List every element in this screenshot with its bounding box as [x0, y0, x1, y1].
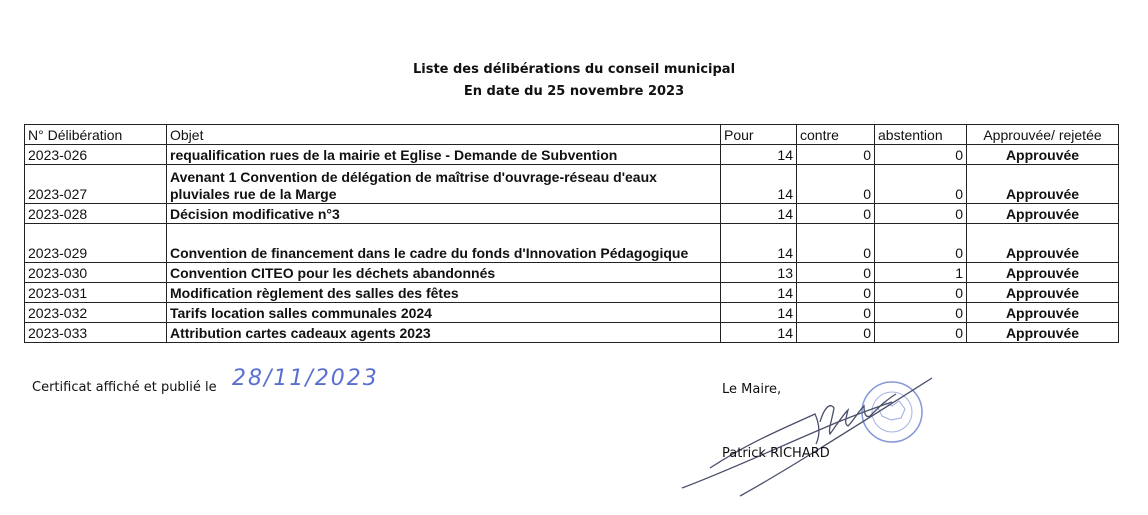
- cell-contre: 0: [797, 323, 875, 343]
- header-abstention: abstention: [875, 125, 967, 145]
- cell-contre: 0: [797, 263, 875, 283]
- document-title: Liste des délibérations du conseil municipal: [412, 62, 736, 77]
- cell-contre: 0: [797, 145, 875, 165]
- table-row: [25, 323, 1119, 343]
- cell-contre: 0: [797, 303, 875, 323]
- cell-pour: 14: [721, 165, 797, 204]
- cell-objet: requalification rues de la mairie et Eglise - Demande de Subvention: [167, 145, 721, 165]
- table-row: [25, 263, 1119, 283]
- cell-objet: Décision modificative n°3: [167, 204, 721, 224]
- header-resultat: Approuvée/ rejetée: [967, 125, 1119, 145]
- header-pour: Pour: [721, 125, 797, 145]
- cell-num: 2023-027: [25, 165, 167, 204]
- header-contre: contre: [797, 125, 875, 145]
- cell-contre: 0: [797, 224, 875, 263]
- signature-and-stamp-graphic: [670, 370, 950, 505]
- cell-pour: 14: [721, 323, 797, 343]
- cell-abstention: 0: [875, 145, 967, 165]
- document-subtitle: En date du 25 novembre 2023: [463, 84, 685, 99]
- cell-objet: Convention CITEO pour les déchets abandonnés: [167, 263, 721, 283]
- table-row: [25, 165, 1119, 204]
- table-row: [25, 224, 1119, 263]
- cell-num: 2023-030: [25, 263, 167, 283]
- cell-resultat: Approuvée: [967, 145, 1119, 165]
- cell-num: 2023-026: [25, 145, 167, 165]
- cell-pour: 14: [721, 204, 797, 224]
- header-objet: Objet: [167, 125, 721, 145]
- cell-resultat: Approuvée: [967, 204, 1119, 224]
- cell-resultat: Approuvée: [967, 323, 1119, 343]
- signature-icon: [682, 378, 932, 496]
- cell-contre: 0: [797, 165, 875, 204]
- table-row: [25, 204, 1119, 224]
- table-row: [25, 303, 1119, 323]
- cell-pour: 14: [721, 145, 797, 165]
- cell-num: 2023-032: [25, 303, 167, 323]
- cell-objet: Modification règlement des salles des fêtes: [167, 283, 721, 303]
- handwritten-date: 28/11/2023: [232, 366, 379, 391]
- header-num: N° Délibération: [25, 125, 167, 145]
- cell-abstention: 1: [875, 263, 967, 283]
- cell-pour: 14: [721, 303, 797, 323]
- cell-abstention: 0: [875, 303, 967, 323]
- cell-resultat: Approuvée: [967, 224, 1119, 263]
- certificat-text: Certificat affiché et publié le: [32, 380, 217, 395]
- cell-abstention: 0: [875, 323, 967, 343]
- cell-abstention: 0: [875, 165, 967, 204]
- cell-contre: 0: [797, 283, 875, 303]
- cell-pour: 14: [721, 224, 797, 263]
- cell-objet: Convention de financement dans le cadre du fonds d'Innovation Pédagogique: [167, 224, 721, 263]
- cell-resultat: Approuvée: [967, 283, 1119, 303]
- cell-resultat: Approuvée: [967, 303, 1119, 323]
- cell-abstention: 0: [875, 224, 967, 263]
- cell-objet: Avenant 1 Convention de délégation de maîtrise d'ouvrage-réseau d'eaux pluviales rue de la Marge: [167, 165, 721, 204]
- cell-abstention: 0: [875, 283, 967, 303]
- maire-label: Le Maire,: [722, 382, 782, 397]
- cell-num: 2023-029: [25, 224, 167, 263]
- cell-resultat: Approuvée: [967, 263, 1119, 283]
- cell-resultat: Approuvée: [967, 165, 1119, 204]
- cell-objet: Tarifs location salles communales 2024: [167, 303, 721, 323]
- cell-num: 2023-028: [25, 204, 167, 224]
- table-row: [25, 145, 1119, 165]
- maire-name: Patrick RICHARD: [722, 446, 830, 461]
- mairie-stamp-icon: [862, 382, 922, 442]
- cell-objet: Attribution cartes cadeaux agents 2023: [167, 323, 721, 343]
- cell-contre: 0: [797, 204, 875, 224]
- cell-pour: 13: [721, 263, 797, 283]
- table-header-row: [25, 125, 1119, 145]
- cell-num: 2023-031: [25, 283, 167, 303]
- deliberations-table: [24, 124, 1119, 343]
- table-row: [25, 283, 1119, 303]
- cell-num: 2023-033: [25, 323, 167, 343]
- cell-abstention: 0: [875, 204, 967, 224]
- cell-pour: 14: [721, 283, 797, 303]
